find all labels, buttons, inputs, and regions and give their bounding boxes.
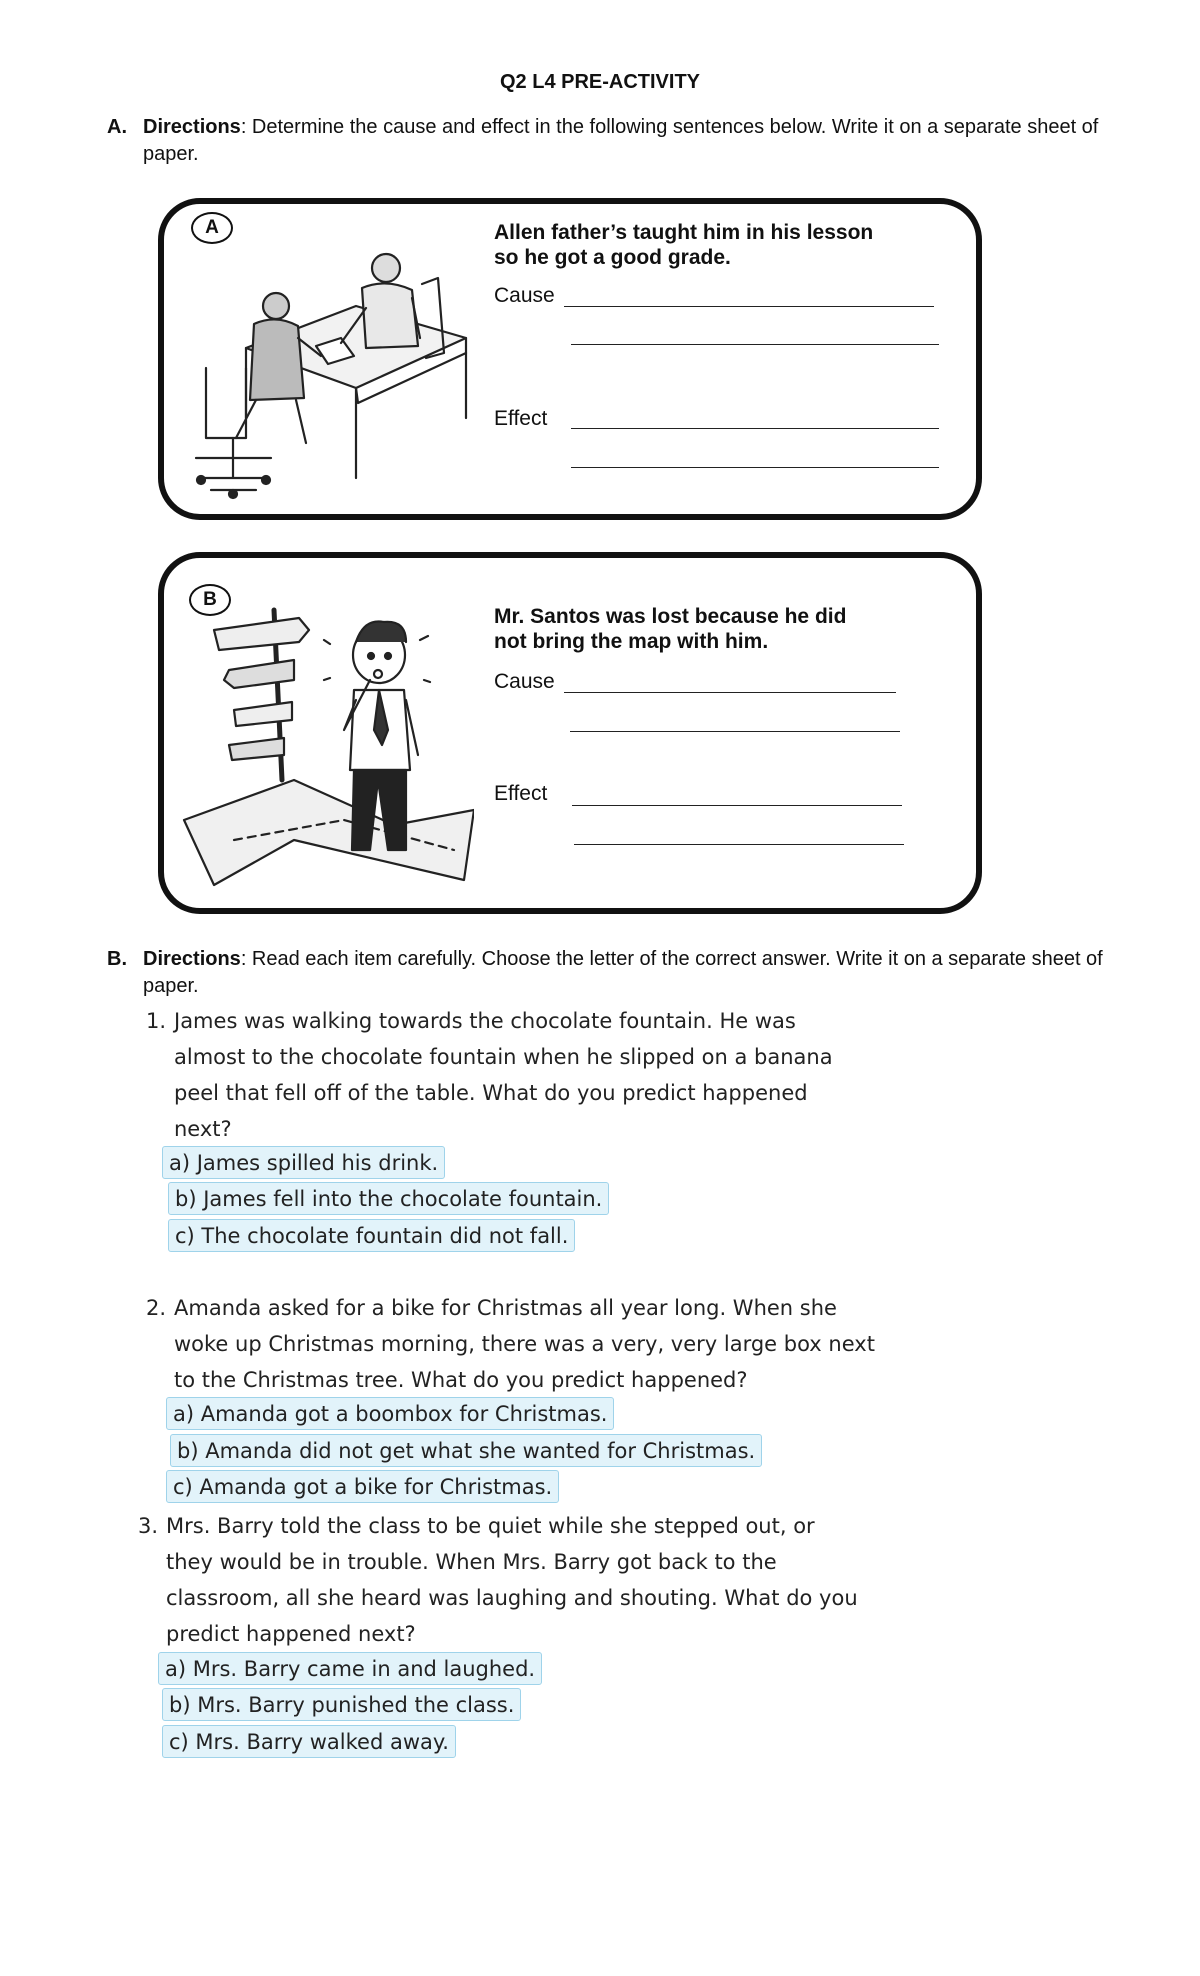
section-a-directions: [107, 114, 1107, 168]
question-number: 2.: [146, 1296, 167, 1320]
question-line: Mrs. Barry told the class to be quiet while she stepped out, or: [166, 1514, 815, 1538]
sentence-b: [494, 604, 964, 654]
q2-option-a[interactable]: a) Amanda got a boombox for Christmas.: [166, 1397, 614, 1430]
question-line: they would be in trouble. When Mrs. Barry got back to the: [166, 1550, 777, 1574]
effect-line-b2[interactable]: [574, 844, 904, 845]
directions-text: : Read each item carefully. Choose the letter of the correct answer. Write it on a separate sheet of paper.: [143, 948, 1103, 997]
directions-label: Directions: [143, 116, 241, 138]
effect-line-a1[interactable]: [571, 428, 939, 429]
question-line: classroom, all she heard was laughing and shouting. What do you: [166, 1586, 858, 1610]
section-b-letter: B.: [107, 948, 127, 970]
question-3: [138, 1508, 858, 1652]
cause-effect-box-b: [158, 552, 982, 914]
directions-label: Directions: [143, 948, 241, 970]
box-label-b: B: [189, 584, 231, 616]
question-line: peel that fell off of the table. What do you predict happened: [174, 1081, 808, 1105]
sentence-b-line1: Mr. Santos was lost because he did: [494, 605, 847, 628]
box-label-a: A: [191, 212, 233, 244]
cause-line-b2[interactable]: [570, 731, 900, 732]
sentence-a: [494, 220, 964, 270]
question-number: 3.: [138, 1514, 159, 1538]
cause-label-b: Cause: [494, 670, 555, 693]
section-b-directions: [107, 946, 1107, 1000]
effect-label-b: Effect: [494, 782, 548, 805]
question-line: woke up Christmas morning, there was a very, very large box next: [174, 1332, 875, 1356]
cause-line-b1[interactable]: [564, 692, 896, 693]
section-a-letter: A.: [107, 116, 127, 138]
lost-man-signpost-illustration: [174, 580, 474, 910]
sentence-a-line1: Allen father’s taught him in his lesson: [494, 221, 874, 244]
q3-option-a[interactable]: a) Mrs. Barry came in and laughed.: [158, 1652, 542, 1685]
cause-label-a: Cause: [494, 284, 555, 307]
question-line: almost to the chocolate fountain when he slipped on a banana: [174, 1045, 833, 1069]
office-meeting-illustration: [176, 228, 476, 508]
cause-line-a2[interactable]: [571, 344, 939, 345]
q3-option-b[interactable]: b) Mrs. Barry punished the class.: [162, 1688, 521, 1721]
question-line: predict happened next?: [166, 1622, 416, 1646]
q2-option-b[interactable]: b) Amanda did not get what she wanted for Christmas.: [170, 1434, 762, 1467]
directions-text: : Determine the cause and effect in the following sentences below. Write it on a separate sheet of paper.: [143, 116, 1099, 165]
question-2: [146, 1290, 875, 1398]
effect-line-b1[interactable]: [572, 805, 902, 806]
question-line: to the Christmas tree. What do you predict happened?: [174, 1368, 748, 1392]
q1-option-c[interactable]: c) The chocolate fountain did not fall.: [168, 1219, 575, 1252]
question-line: James was walking towards the chocolate fountain. He was: [174, 1009, 796, 1033]
page-title: Q2 L4 PRE-ACTIVITY: [499, 71, 701, 93]
sentence-a-line2: so he got a good grade.: [494, 246, 731, 269]
question-number: 1.: [146, 1009, 167, 1033]
question-1: [146, 1003, 833, 1147]
q1-option-a[interactable]: a) James spilled his drink.: [162, 1146, 445, 1179]
q1-option-b[interactable]: b) James fell into the chocolate fountain.: [168, 1182, 609, 1215]
cause-effect-box-a: [158, 198, 982, 520]
effect-line-a2[interactable]: [571, 467, 939, 468]
effect-label-a: Effect: [494, 407, 548, 430]
q2-option-c[interactable]: c) Amanda got a bike for Christmas.: [166, 1470, 559, 1503]
q3-option-c[interactable]: c) Mrs. Barry walked away.: [162, 1725, 456, 1758]
question-line: next?: [174, 1117, 232, 1141]
cause-line-a1[interactable]: [564, 306, 934, 307]
sentence-b-line2: not bring the map with him.: [494, 630, 769, 653]
question-line: Amanda asked for a bike for Christmas all year long. When she: [174, 1296, 837, 1320]
